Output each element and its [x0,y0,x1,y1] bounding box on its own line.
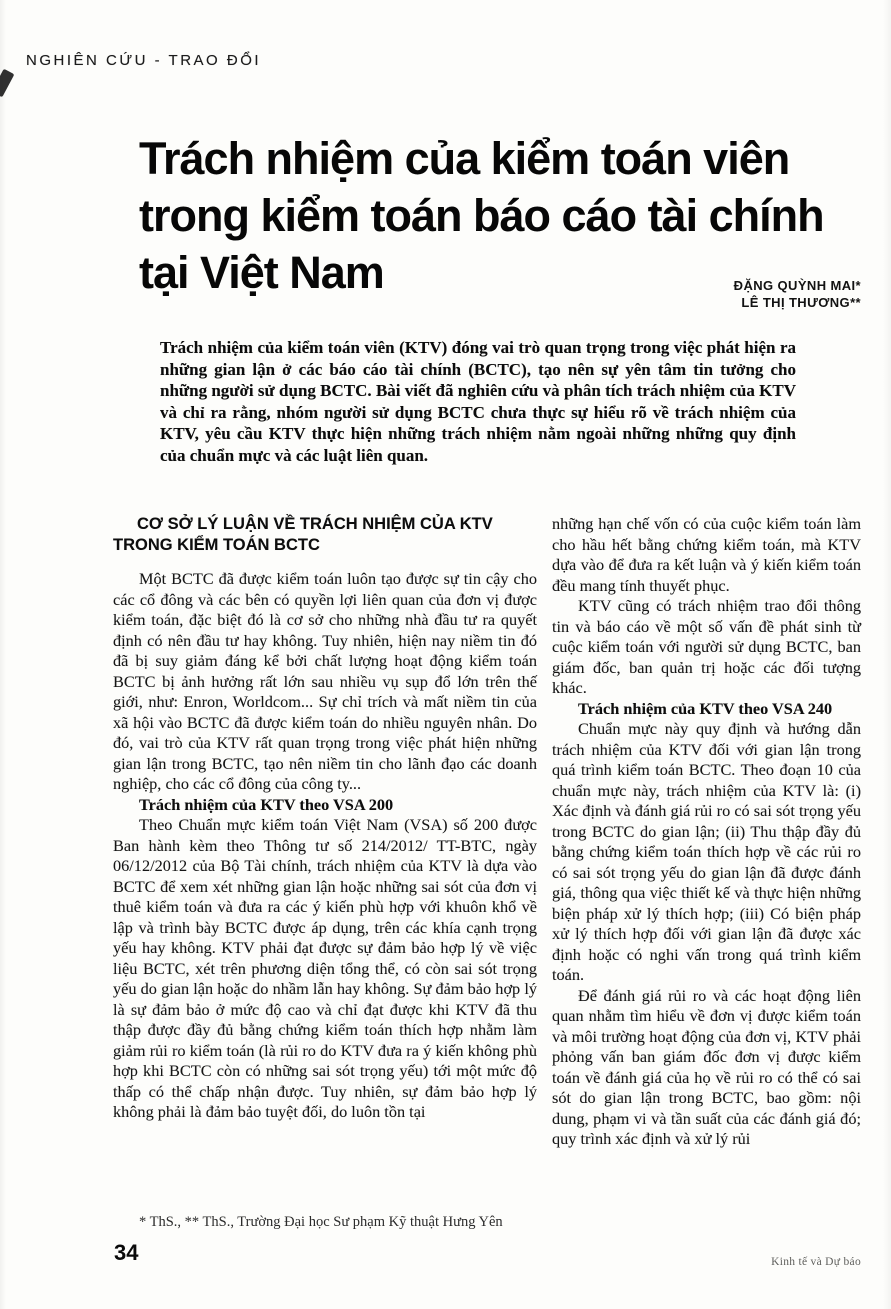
section-kicker: NGHIÊN CỨU - TRAO ĐỔI [26,52,262,69]
body-paragraph: Một BCTC đã được kiểm toán luôn tạo được sự tin cậy cho các cổ đông và các bên có quyền lợi liên quan của đơn vị được kiểm toán, đặc biệt đó là cơ sở cho những nhà đầu tư ra quyết định có nên đầu tư hay không. Tuy nhiên, hiện nay niềm tin đó đã bị suy giảm đáng kể bởi chất lượng hoạt động kiểm toán BCTC bị ảnh hưởng rất lớn sau nhiều vụ sụp đổ lớn trên thế giới, như: Enron, Worldcom... Sự chỉ trích và mất niềm tin của xã hội vào BCTC đã được kiểm toán do nhiều nguyên nhân. Do đó, vai trò của KTV rất quan trọng trong việc phát hiện những gian lận trong BCTC, tạo nên niềm tin cho lãnh đạo các doanh nghiệp, cho các cổ đông của công ty... [113,569,537,793]
journal-name: Kinh tế và Dự báo [771,1256,861,1268]
author-name-1: ĐẶNG QUỲNH MAI* [733,278,861,293]
body-paragraph: Để đánh giá rủi ro và các hoạt động liên quan nhằm tìm hiểu về đơn vị được kiểm toán và môi trường hoạt động của đơn vị, KTV phải phỏng vấn ban giám đốc đơn vị được kiểm toán về đánh giá của họ về rủi ro có thể có sai sót do gian lận trong BCTC, bao gồm: nội dung, phạm vi và tần suất của các đánh giá đó; quy trình xác định và xử lý rủi [552,985,861,1148]
author-name-2: LÊ THỊ THƯƠNG** [741,295,861,310]
article-title-line-2: trong kiểm toán báo cáo tài chính [139,190,824,242]
body-paragraph: KTV cũng có trách nhiệm trao đổi thông tin và báo cáo về một số vấn đề phát sinh từ cuộc kiểm toán với người sử dụng BCTC, ban giám đốc, ban quản trị hoặc các đối tượng khác. [552,596,861,697]
scan-artifact [0,69,14,98]
body-paragraph: Theo Chuẩn mực kiểm toán Việt Nam (VSA) số 200 được Ban hành kèm theo Thông tư số 214/2012/ TT-BTC, ngày 06/12/2012 của Bộ Tài chính, trách nhiệm của KTV là dựa vào BCTC để xem xét những gian lận hoặc những sai sót của đơn vị thuê kiểm toán và đưa ra các ý kiến phù hợp với khuôn khổ về lập và trình bày BCTC được áp dụng, trên các khía cạnh trọng yếu hay không. KTV phải đạt được sự đảm bảo hợp lý về việc liệu BCTC, xét trên phương diện tổng thể, có còn sai sót trọng yếu do gian lận hoặc do nhầm lẫn hay không. Sự đảm bảo hợp lý là sự đảm bảo ở mức độ cao và chỉ đạt được khi KTV đã thu thập được đầy đủ bằng chứng kiểm toán thích hợp nhằm làm giảm rủi ro kiểm toán (là rủi ro do KTV đưa ra ý kiến không phù hợp khi BCTC còn có những sai sót trọng yếu) tới một mức độ thấp có thể chấp nhận được. Tuy nhiên, sự đảm bảo hợp lý không phải là đảm bảo tuyệt đối, do luôn tồn tại [113,815,537,1121]
left-column [113,514,537,1150]
abstract-paragraph: Trách nhiệm của kiểm toán viên (KTV) đóng vai trò quan trọng trong việc phát hiện ra những gian lận ở các báo cáo tài chính (BCTC), tạo nên sự yên tâm tin tưởng cho những người sử dụng BCTC. Bài viết đã nghiên cứu và phân tích trách nhiệm của KTV và chỉ ra rằng, nhóm người sử dụng BCTC chưa thực sự hiểu rõ về trách nhiệm của KTV, yêu cầu KTV thực hiện những trách nhiệm nằm ngoài những những quy định của chuẩn mực và các luật liên quan. [160,338,796,465]
author-list [734,277,861,311]
right-column [552,514,861,1150]
subsection-heading-vsa200: Trách nhiệm của KTV theo VSA 200 [139,794,394,814]
article-title-line-1: Trách nhiệm của kiểm toán viên [139,133,790,185]
page-number: 34 [114,1240,139,1265]
subsection-heading-vsa240: Trách nhiệm của KTV theo VSA 240 [578,698,833,718]
section-heading: CƠ SỞ LÝ LUẬN VỀ TRÁCH NHIỆM CỦA KTV TRONG KIỂM TOÁN BCTC [113,515,493,554]
article-title-line-3: tại Việt Nam [139,247,384,299]
body-paragraph-continued: những hạn chế vốn có của cuộc kiểm toán làm cho hầu hết bằng chứng kiểm toán, mà KTV dựa vào để đưa ra kết luận và ý kiến kiểm toán đều mang tính thuyết phục. [552,514,861,595]
article-title [139,130,855,301]
article-body [113,514,861,1150]
author-affiliation-footnote: * ThS., ** ThS., Trường Đại học Sư phạm Kỹ thuật Hưng Yên [139,1214,503,1230]
body-paragraph: Chuẩn mực này quy định và hướng dẫn trách nhiệm của KTV đối với gian lận trong quá trình kiểm toán BCTC. Theo đoạn 10 của chuẩn mực này, trách nhiệm của KTV là: (i) Xác định và đánh giá rủi ro có sai sót trọng yếu trong BCTC do gian lận; (ii) Thu thập đầy đủ bằng chứng kiểm toán thích hợp về các rủi ro có sai sót trọng yếu do gian lận đã được đánh giá, thông qua việc thiết kế và thực hiện những biện pháp xử lý thích hợp; (iii) Có biện pháp xử lý thích hợp đối với gian lận đã được xác định hoặc có nghi vấn trong quá trình kiểm toán. [552,719,861,984]
